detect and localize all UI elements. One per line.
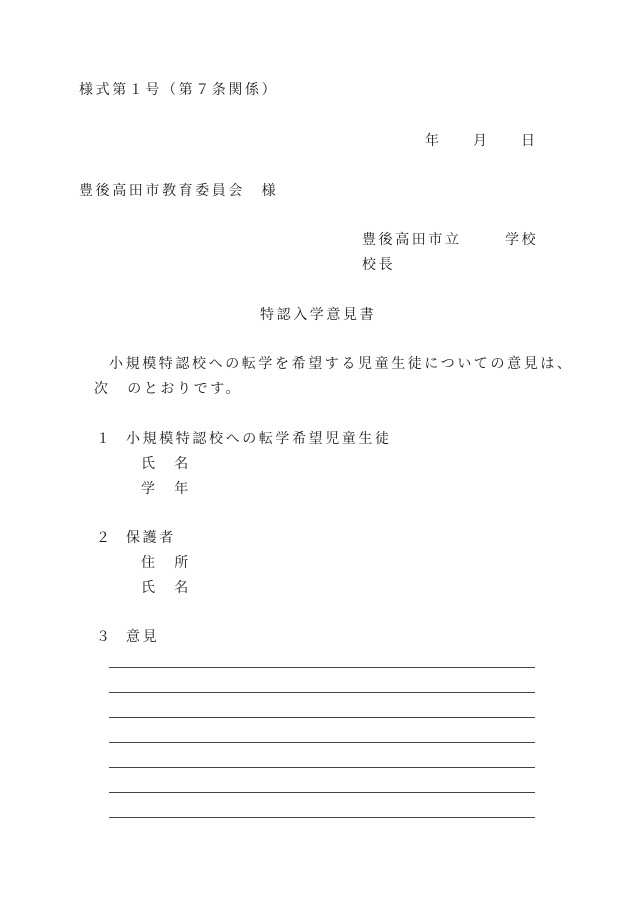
opinion-line [109,767,535,768]
document-title: 特認入学意見書 [260,307,377,323]
opinion-line [109,742,535,743]
section-2-number: ２ [96,530,113,546]
addressee: 豊後高田市教育委員会 様 [79,183,279,199]
opinion-line [109,817,535,818]
date-month-label: 月 [473,133,490,149]
section-1-heading: 小規模特認校への転学希望児童生徒 [126,431,392,447]
guardian-name-label: 氏 名 [141,580,191,596]
intro-line-2: 次 のとおりです。 [94,381,243,397]
section-3-number: ３ [96,629,113,645]
section-3-heading: 意見 [126,629,160,645]
section-2-heading: 保護者 [126,530,176,546]
student-name-label: 氏 名 [141,456,191,472]
date-day-label: 日 [521,133,538,149]
section-1-number: １ [96,431,113,447]
opinion-line [109,692,535,693]
intro-line-1: 小規模特認校への転学を希望する児童生徒についての意見は、 [109,356,574,372]
sender-school-suffix: 学校 [505,232,539,248]
opinion-line [109,717,535,718]
date-year-label: 年 [425,133,442,149]
sender-school: 豊後高田市立 [362,232,462,248]
opinion-line [109,667,535,668]
guardian-address-label: 住 所 [141,555,191,571]
opinion-line [109,792,535,793]
sender-principal: 校長 [362,257,396,273]
student-grade-label: 学 年 [141,481,191,497]
form-number: 様式第１号（第７条関係） [79,82,279,98]
